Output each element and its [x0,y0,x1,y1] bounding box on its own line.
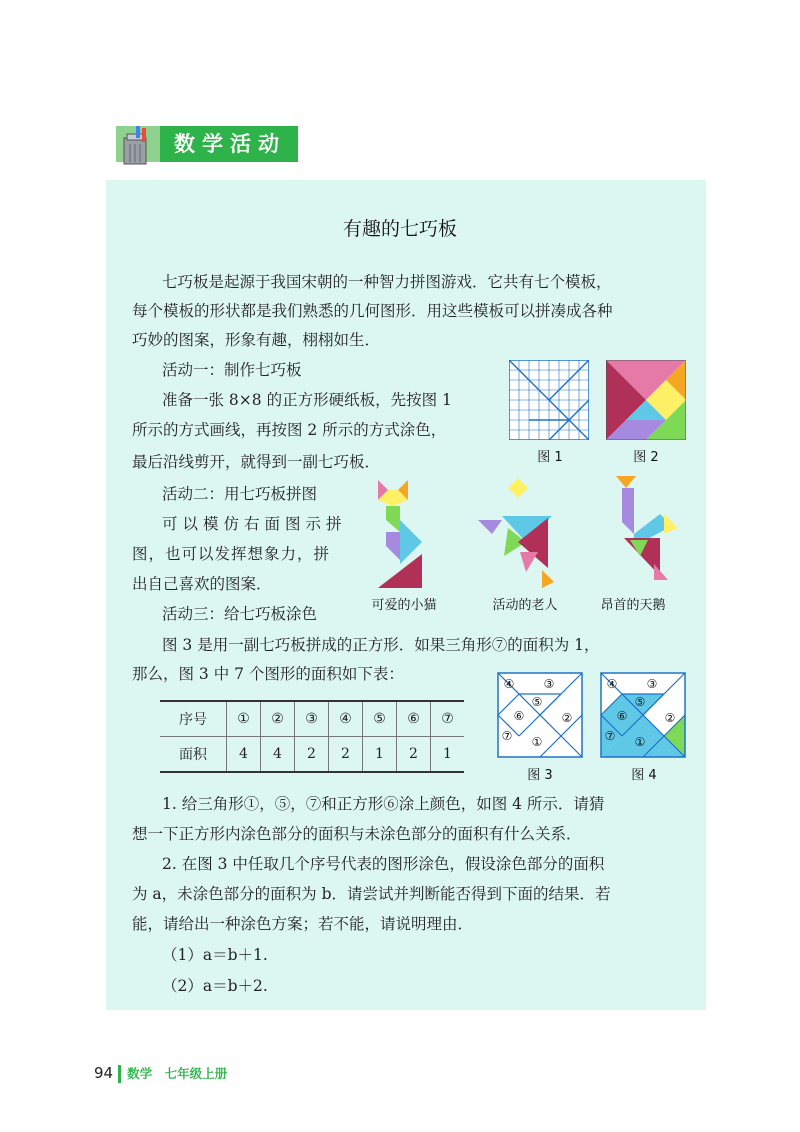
activity2-heading: 活动二：用七巧板拼图 [162,485,318,503]
page-footer [94,1064,227,1083]
q2-line-2: 为 a，未涂色部分的面积为 b．请尝试并判断能否得到下面的结果．若 [132,885,611,903]
q1-line-1: 1. 给三角形①，⑤，⑦和正方形⑥涂上颜色，如图 4 所示．请猜 [162,795,605,813]
intro-line-3: 巧妙的图案，形象有趣，栩栩如生． [132,331,381,349]
figure-2-label: 图 2 [633,450,659,465]
page-title: 有趣的七巧板 [342,218,457,240]
notebook-icon [120,124,156,166]
intro-line-1: 七巧板是起源于我国宋朝的一种智力拼图游戏．它共有七个模板， [162,273,612,291]
table-cell: 1 [431,737,465,773]
q1-line-2: 想一下正方形内涂色部分的面积与未涂色部分的面积有什么关系． [132,825,582,843]
label-6: ⑥ [513,709,525,723]
figure-4-tangram [600,672,686,758]
figure-4-label: 图 4 [631,768,657,783]
table-cell: 1 [363,737,397,773]
figure-1-label: 图 1 [537,450,563,465]
area-table [160,700,464,773]
table-cell: 4 [261,737,295,773]
table-row [160,701,464,737]
svg-text:⑥: ⑥ [616,709,628,723]
table-cell: ⑦ [431,701,465,737]
activity1-line-2: 所示的方式画线，再按图 2 所示的方式涂色， [132,421,447,439]
activity3-line-2: 那么，图 3 中 7 个图形的面积如下表： [132,665,404,683]
q2-line-3: 能，请给出一种涂色方案；若不能，请说明理由． [132,915,474,933]
option-1: （1）a＝b＋1. [162,946,268,964]
label-7: ⑦ [501,729,513,743]
svg-text:③: ③ [646,677,658,691]
table-row [160,737,464,773]
table-header-area: 面积 [160,737,227,773]
table-cell: ① [227,701,261,737]
oldman-label: 活动的老人 [492,598,558,613]
intro-line-2: 每个模板的形状都是我们熟悉的几何图形．用这些模板可以拼凑成各种 [132,302,613,320]
tangram-old-man [478,478,558,590]
activity1-line-1: 准备一张 8×8 的正方形硬纸板，先按图 1 [162,391,452,409]
label-5: ⑤ [531,695,543,709]
label-3: ③ [543,677,555,691]
activity2-line-1: 可以模仿右面图示拼 [162,515,347,533]
label-2: ② [561,711,573,725]
swan-label: 昂首的天鹅 [600,598,666,613]
svg-text:⑦: ⑦ [604,729,616,743]
svg-text:①: ① [634,735,646,749]
svg-text:②: ② [664,711,676,725]
q2-line-1: 2. 在图 3 中任取几个序号代表的图形涂色，假设涂色部分的面积 [162,855,605,873]
table-cell: ③ [295,701,329,737]
tangram-cat [374,480,430,592]
label-4: ④ [503,677,515,691]
figure-1-grid [509,360,589,440]
badge-title: 数学活动 [160,126,298,162]
label-1: ① [531,735,543,749]
table-cell: 2 [397,737,431,773]
activity2-line-3: 出自己喜欢的图案． [132,575,272,593]
table-cell: ⑥ [397,701,431,737]
footer-divider [118,1065,121,1083]
tangram-swan [612,476,692,588]
table-header-id: 序号 [160,701,227,737]
activity3-line-1: 图 3 是用一副七巧板拼成的正方形．如果三角形⑦的面积为 1， [162,636,600,654]
activity2-line-2: 图，也可以发挥想象力，拼 [132,545,331,563]
figure-2-tangram [606,360,686,440]
page-number: 94 [94,1064,114,1082]
activity3-heading: 活动三：给七巧板涂色 [162,605,318,623]
cat-label: 可爱的小猫 [371,598,437,613]
svg-text:④: ④ [606,677,618,691]
table-cell: 4 [227,737,261,773]
svg-text:⑤: ⑤ [634,695,646,709]
table-cell: 2 [295,737,329,773]
section-badge [108,124,298,166]
figure-3-tangram [497,672,583,758]
activity1-line-3: 最后沿线剪开，就得到一副七巧板． [132,453,381,471]
table-cell: ④ [329,701,363,737]
table-cell: 2 [329,737,363,773]
figure-3-label: 图 3 [527,768,553,783]
table-cell: ② [261,701,295,737]
book-title: 数学 七年级上册 [127,1066,228,1081]
option-2: （2）a＝b＋2. [162,977,268,995]
table-cell: ⑤ [363,701,397,737]
activity1-heading: 活动一：制作七巧板 [162,361,302,379]
